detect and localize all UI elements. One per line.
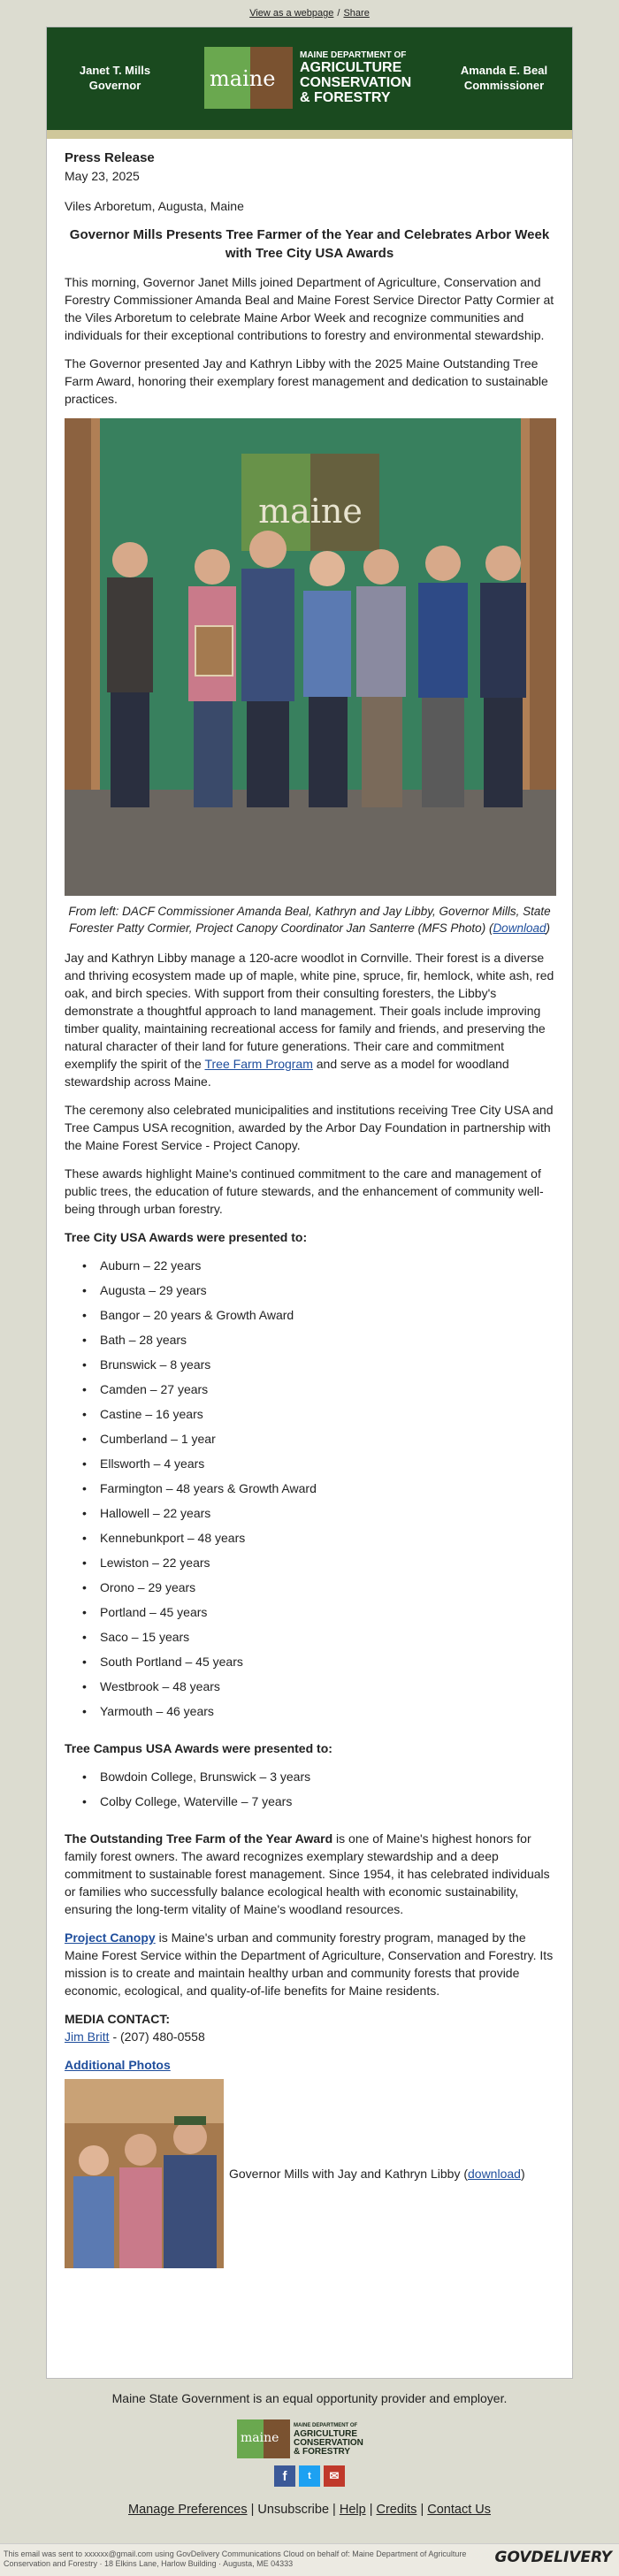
list-item: • Kennebunkport – 48 years bbox=[82, 1529, 554, 1554]
main-group-photo bbox=[65, 418, 556, 896]
paragraph-ceremony: The ceremony also celebrated municipalities and institutions receiving Tree City USA and Tree Campus USA recognition, awarded by the Arbor Day Foundation in partnership with the Maine Forest Service - Project Canopy. bbox=[65, 1103, 554, 1152]
footer-logo-line-3: & FORESTRY bbox=[294, 2447, 351, 2457]
additional-photo-illustration bbox=[65, 2079, 224, 2268]
list-item: • Lewiston – 22 years bbox=[82, 1554, 554, 1578]
paragraph-award: The Governor presented Jay and Kathryn Libby with the 2025 Maine Outstanding Tree Farm Award, honoring their exemplary forest management and dedication to sustainable practices. bbox=[65, 356, 548, 406]
release-date: May 23, 2025 bbox=[65, 169, 140, 183]
social-links bbox=[0, 2465, 619, 2487]
footer-logo-dept: MAINE DEPARTMENT OF bbox=[294, 2423, 358, 2428]
email-header bbox=[47, 27, 572, 130]
tree-campus-heading: Tree Campus USA Awards were presented to: bbox=[65, 1741, 332, 1755]
footer-sep: | bbox=[329, 2503, 340, 2517]
top-links-bar bbox=[0, 0, 619, 27]
email-icon[interactable]: ✉ bbox=[324, 2465, 345, 2487]
list-item: • Augusta – 29 years bbox=[82, 1281, 554, 1306]
credits-link[interactable]: Credits bbox=[376, 2503, 417, 2517]
footer-sep: | bbox=[416, 2503, 428, 2517]
email-card bbox=[46, 27, 573, 2379]
photo-caption-text: From left: DACF Commissioner Amanda Beal, Kathryn and Jay Libby, Governor Mills, State Forester Patty Cormier, Project Canopy Coordinator Jan Santerre (MFS Photo) ( bbox=[68, 905, 551, 935]
commissioner-block bbox=[447, 63, 562, 93]
email-footer bbox=[0, 2379, 619, 2517]
share-link[interactable]: Share bbox=[343, 8, 370, 19]
list-item: • Auburn – 22 years bbox=[82, 1257, 554, 1281]
list-item: • Camden – 27 years bbox=[82, 1380, 554, 1405]
footer-logo bbox=[237, 2419, 382, 2458]
additional-photo-download-link[interactable]: download bbox=[468, 2167, 521, 2181]
release-body bbox=[47, 139, 572, 2268]
project-canopy-link[interactable]: Project Canopy bbox=[65, 1930, 156, 1945]
list-item: • Brunswick – 8 years bbox=[82, 1356, 554, 1380]
additional-photo-row bbox=[65, 2079, 554, 2268]
additional-photos-heading bbox=[65, 2056, 554, 2074]
unsubscribe-link[interactable]: Unsubscribe bbox=[257, 2503, 330, 2517]
logo-line-2: CONSERVATION bbox=[300, 75, 412, 90]
commissioner-title: Commissioner bbox=[463, 79, 545, 92]
delivery-disclaimer: This email was sent to xxxxxx@gmail.com using GovDelivery Communications Cloud on behalf of: Maine Department of Agriculture Conservation and Forestry · 18 Elkins Lane, Harlow Building · Augusta, ME 04333 bbox=[4, 2549, 467, 2568]
tree-farm-program-link[interactable]: Tree Farm Program bbox=[204, 1057, 313, 1071]
list-item: • Yarmouth – 46 years bbox=[82, 1702, 554, 1727]
paragraph-outstanding bbox=[65, 1830, 554, 1918]
govdelivery-logo[interactable]: GOVDELIVERY bbox=[494, 2549, 612, 2566]
list-item: • Hallowell – 22 years bbox=[82, 1504, 554, 1529]
governor-title: Governor bbox=[88, 79, 141, 92]
list-item: • Westbrook – 48 years bbox=[82, 1678, 554, 1702]
equal-opportunity-text: Maine State Government is an equal opportunity provider and employer. bbox=[111, 2391, 508, 2405]
paragraph-libby bbox=[65, 949, 554, 1090]
view-as-webpage-link[interactable]: View as a webpage bbox=[249, 8, 334, 19]
paragraph-highlights: These awards highlight Maine's continued commitment to the care and management of public trees, the education of future stewards, and the enhancement of community well-being through urban forestry. bbox=[65, 1166, 544, 1216]
additional-caption-end: ) bbox=[520, 2167, 525, 2181]
additional-photo-caption bbox=[229, 2165, 525, 2182]
caption-close: ) bbox=[546, 921, 550, 935]
topbar-separator: / bbox=[337, 8, 340, 19]
list-item: • Saco – 15 years bbox=[82, 1628, 554, 1653]
photo-caption bbox=[68, 903, 551, 936]
media-contact-heading: MEDIA CONTACT: bbox=[65, 2012, 170, 2026]
footer-logo-word: maine bbox=[241, 2431, 279, 2445]
additional-caption-text: Governor Mills with Jay and Kathryn Libby ( bbox=[229, 2167, 468, 2181]
list-item: • Cumberland – 1 year bbox=[82, 1430, 554, 1455]
manage-preferences-link[interactable]: Manage Preferences bbox=[127, 2503, 248, 2517]
tree-city-list bbox=[65, 1257, 554, 1727]
release-headline: Governor Mills Presents Tree Farmer of the Year and Celebrates Arbor Week with Tree City USA Awards bbox=[69, 227, 550, 261]
media-contact-line bbox=[65, 2028, 554, 2045]
paragraph-canopy bbox=[65, 1929, 554, 1999]
list-item: • Bowdoin College, Brunswick – 3 years bbox=[82, 1768, 554, 1792]
logo-line-3: & FORESTRY bbox=[300, 90, 391, 105]
footer-logo-line-2: CONSERVATION bbox=[294, 2438, 363, 2448]
outstanding-award-bold: The Outstanding Tree Farm of the Year Award bbox=[65, 1831, 333, 1846]
dacf-logo bbox=[204, 47, 416, 109]
list-item: • Bangor – 20 years & Growth Award bbox=[82, 1306, 554, 1331]
group-photo-illustration bbox=[65, 418, 556, 896]
footer-links bbox=[0, 2503, 619, 2517]
list-item: • Orono – 29 years bbox=[82, 1578, 554, 1603]
media-contact-link[interactable]: Jim Britt bbox=[65, 2029, 110, 2044]
canopy-text: is Maine's urban and community forestry program, managed by the Maine Forest Service within the Department of Agriculture, Conservation and Forestry. Its mission is to create and maintain healthy urban and community forests that provide economic, ecological, and quality-of-life benefits for Maine residents. bbox=[65, 1930, 554, 1998]
libby-text-end: and serve as a model for woodland stewardship across Maine. bbox=[65, 1057, 509, 1089]
list-item: • South Portland – 45 years bbox=[82, 1653, 554, 1678]
governor-name: Janet T. Mills bbox=[79, 64, 151, 77]
contact-us-link[interactable]: Contact Us bbox=[427, 2503, 491, 2517]
header-divider-strip bbox=[47, 130, 572, 139]
download-photo-link[interactable]: Download bbox=[493, 921, 546, 935]
help-link[interactable]: Help bbox=[339, 2503, 366, 2517]
libby-text: Jay and Kathryn Libby manage a 120-acre woodlot in Cornville. Their forest is a diverse and thriving ecosystem made up of maple, white pine, spruce, fir, hemlock, white ash, red oak, and birch species. With support from their consulting foresters, the Libby's demonstrate a thoughtful approach to land management. Their goals include improving timber quality, maintaining recreational access for family and friends, and preserving the natural character of their land for future generations. Their care and commitment exemplify the spirit of the bbox=[65, 951, 554, 1071]
commissioner-name: Amanda E. Beal bbox=[460, 64, 548, 77]
tree-campus-list bbox=[65, 1768, 554, 1817]
maine-logo-mark-icon bbox=[204, 47, 293, 109]
footer-logo-line-1: AGRICULTURE bbox=[294, 2429, 358, 2439]
release-location: Viles Arboretum, Augusta, Maine bbox=[65, 199, 244, 213]
list-item: • Ellsworth – 4 years bbox=[82, 1455, 554, 1479]
list-item: • Portland – 45 years bbox=[82, 1603, 554, 1628]
delivery-bar bbox=[0, 2543, 619, 2576]
footer-sep: | bbox=[247, 2503, 258, 2517]
outstanding-text: is one of Maine's highest honors for family forest owners. The award recognizes exemplary stewardship and a deep commitment to sustainable forest management. Since 1954, it has celebrated individuals or families who successfully balance ecological health with economic sustainability, ensuring the long-term vitality of Maine's woodland resources. bbox=[65, 1831, 550, 1916]
additional-photos-link[interactable]: Additional Photos bbox=[65, 2058, 171, 2072]
list-item: • Colby College, Waterville – 7 years bbox=[82, 1792, 554, 1817]
list-item: • Castine – 16 years bbox=[82, 1405, 554, 1430]
logo-line-1: AGRICULTURE bbox=[300, 60, 402, 75]
media-phone: - (207) 480-0558 bbox=[109, 2029, 205, 2044]
tree-city-heading: Tree City USA Awards were presented to: bbox=[65, 1230, 308, 1244]
logo-word: maine bbox=[210, 66, 276, 91]
list-item: • Bath – 28 years bbox=[82, 1331, 554, 1356]
press-release-label: Press Release bbox=[65, 150, 155, 165]
footer-maine-logo-icon bbox=[237, 2419, 290, 2458]
governor-block bbox=[57, 63, 172, 93]
facebook-icon[interactable]: f bbox=[274, 2465, 295, 2487]
footer-sep: | bbox=[365, 2503, 377, 2517]
svg-text:maine: maine bbox=[258, 492, 363, 531]
logo-dept: MAINE DEPARTMENT OF bbox=[300, 50, 407, 60]
logo-text bbox=[300, 50, 411, 105]
twitter-icon[interactable]: t bbox=[299, 2465, 320, 2487]
list-item: • Farmington – 48 years & Growth Award bbox=[82, 1479, 554, 1504]
paragraph-intro: This morning, Governor Janet Mills joined Department of Agriculture, Conservation and Forestry Commissioner Amanda Beal and Maine Forest Service Director Patty Cormier at the Viles Arboretum to celebrate Maine Arbor Week and recognize communities and individuals for their exceptional contributions to forestry and environmental stewardship. bbox=[65, 275, 554, 342]
additional-photo[interactable] bbox=[65, 2079, 224, 2268]
footer-logo-text bbox=[294, 2421, 363, 2457]
